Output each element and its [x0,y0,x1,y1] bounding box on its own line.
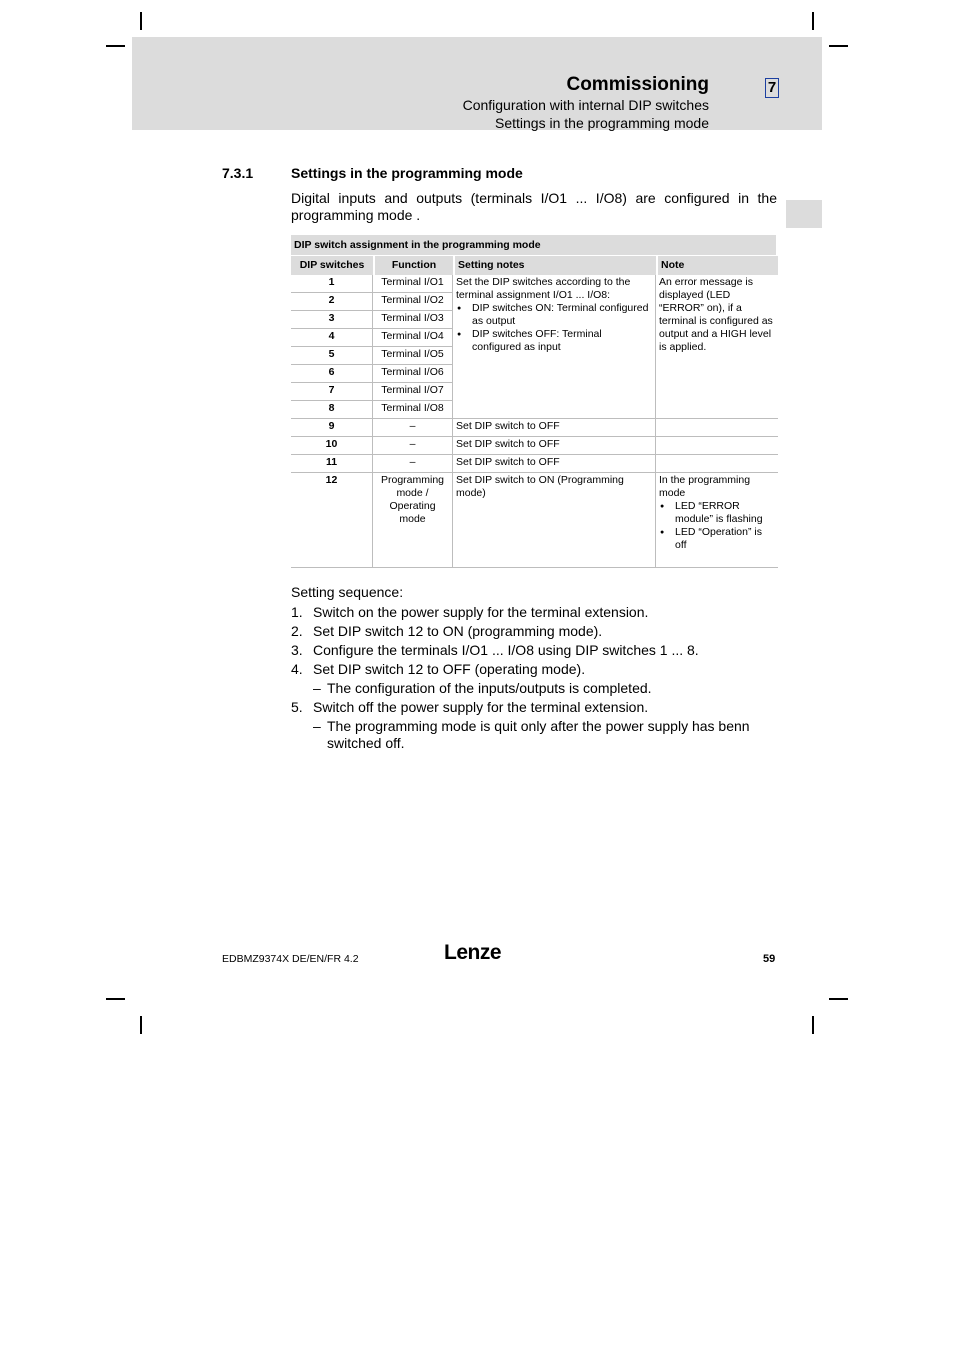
table-row [291,455,778,473]
list-item: ● DIP switches ON: Terminal configured as output [472,302,652,328]
crop-mark [106,998,125,1000]
step-number: 1. [291,604,303,620]
list-item: ● LED “Operation” is off [675,526,775,552]
step-number: 2. [291,623,303,639]
step-text: Switch off the power supply for the terminal extension. [313,699,649,715]
note-cell [656,419,778,437]
setting-notes-cell [453,275,656,419]
table-caption: DIP switch assignment in the programming mode [291,235,776,255]
step-number: 5. [291,699,303,715]
setting-notes-intro: Set the DIP switches according to the terminal assignment I/O1 ... I/O8: [456,276,631,301]
header-subtitle: Settings in the programming mode [495,115,709,131]
chapter-number-box: 7 [765,78,779,98]
function-cell: – [373,455,453,473]
function-cell: Terminal I/O8 [373,401,453,419]
function-cell: Programming mode / Operating mode [373,473,453,568]
note-cell [656,455,778,473]
function-cell: – [373,419,453,437]
list-subitem [291,680,777,697]
table-row [291,419,778,437]
note-cell [656,473,778,568]
function-cell: Terminal I/O5 [373,347,453,365]
dash-marker: – [313,680,321,696]
list-item: ● LED “ERROR module” is flashing [675,500,775,526]
dip-number: 5 [291,347,373,365]
section-title: Settings in the programming mode [291,165,523,181]
dip-number: 8 [291,401,373,419]
section-number: 7.3.1 [222,165,254,181]
function-cell: Terminal I/O7 [373,383,453,401]
dip-number: 6 [291,365,373,383]
function-cell: Terminal I/O4 [373,329,453,347]
dip-switch-table [291,256,778,568]
function-cell: Terminal I/O3 [373,311,453,329]
dip-number: 1 [291,275,373,293]
dip-number: 2 [291,293,373,311]
step-number: 4. [291,661,303,677]
dip-number: 11 [291,455,373,473]
dip-number: 10 [291,437,373,455]
lenze-logo: Lenze [444,941,502,964]
list-item [291,642,777,659]
dip-number: 12 [291,473,373,568]
header-subtitle: Configuration with internal DIP switches [462,97,709,113]
table-header-row [291,256,778,275]
header-cell: DIP switches [291,256,373,275]
list-item [291,623,777,640]
dash-marker: – [313,718,321,734]
note-cell: An error message is displayed (LED “ERROR” on), if a terminal is configured as output and a HIGH level is applied. [656,275,778,419]
crop-mark [829,998,848,1000]
function-cell: – [373,437,453,455]
table-row [291,437,778,455]
dip-number: 7 [291,383,373,401]
list-item [291,699,777,716]
document-id: EDBMZ9374X DE/EN/FR 4.2 [222,953,359,965]
table-row [291,473,778,568]
crop-mark [106,45,125,47]
dip-number: 4 [291,329,373,347]
side-tab-marker [786,200,822,228]
setting-notes-cell: Set DIP switch to OFF [453,419,656,437]
note-cell [656,437,778,455]
setting-notes-cell: Set DIP switch to OFF [453,437,656,455]
list-item [291,604,777,621]
step-subtext: The programming mode is quit only after the power supply has benn switched off. [327,718,750,751]
sequence-label: Setting sequence: [291,584,404,600]
list-item: ● DIP switches OFF: Terminal configured as input [472,328,652,354]
step-text: Set DIP switch 12 to OFF (operating mode). [313,661,586,677]
step-text: Switch on the power supply for the terminal extension. [313,604,649,620]
intro-paragraph: Digital inputs and outputs (terminals I/O1 ... I/O8) are configured in the programming mode . [291,190,777,223]
function-cell: Terminal I/O2 [373,293,453,311]
sequence-steps [291,604,777,754]
list-subitem [291,718,777,752]
step-text: Configure the terminals I/O1 ... I/O8 using DIP switches 1 ... 8. [313,642,699,658]
crop-mark [140,1016,142,1034]
note-intro: In the programming mode [659,474,751,499]
chapter-title: Commissioning [566,74,709,95]
function-cell: Terminal I/O6 [373,365,453,383]
header-cell: Note [656,256,778,275]
step-number: 3. [291,642,303,658]
page-number: 59 [763,953,776,965]
header-band [132,37,822,130]
header-cell: Setting notes [453,256,656,275]
function-cell: Terminal I/O1 [373,275,453,293]
list-item [291,661,777,678]
dip-number: 9 [291,419,373,437]
step-subtext: The configuration of the inputs/outputs is completed. [327,680,652,696]
crop-mark [829,45,848,47]
header-cell: Function [373,256,453,275]
dip-number: 3 [291,311,373,329]
crop-mark [140,12,142,30]
table-row [291,275,778,293]
setting-notes-cell: Set DIP switch to OFF [453,455,656,473]
setting-notes-cell: Set DIP switch to ON (Programming mode) [453,473,656,568]
step-text: Set DIP switch 12 to ON (programming mode). [313,623,603,639]
crop-mark [812,1016,814,1034]
crop-mark [812,12,814,30]
